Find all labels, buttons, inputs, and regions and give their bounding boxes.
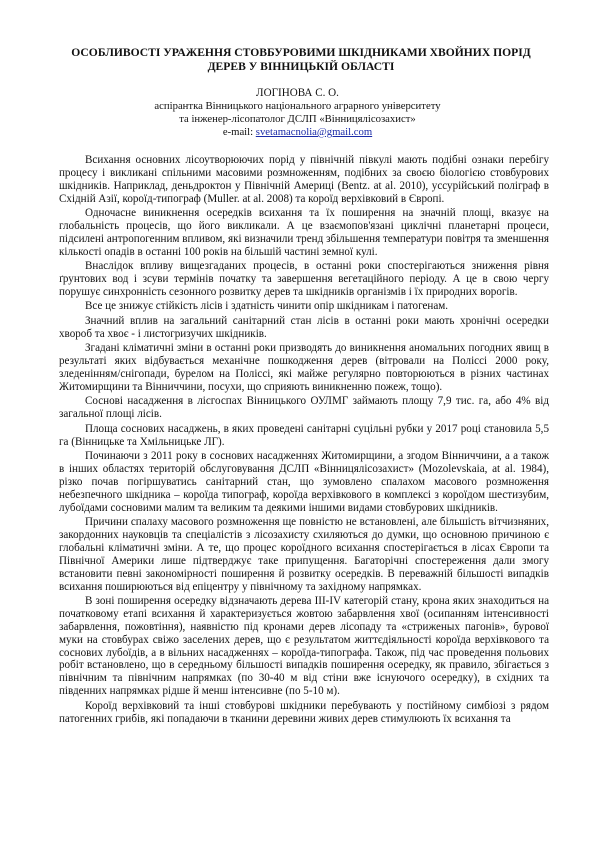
body-paragraph: Згадані кліматичні зміни в останні роки призводять до виникнення аномальних погодних явищ в результаті яких відбувається механічне пошкодження дерев (вітровали на Поліссі 2000 року, зледенінням/снігопади, бурелом на Поліссі, які майже регулярно повторюються в різних частинах Житомирщини та Вінниччини, посухи, що сприяють виникненню пожеж, тощо). xyxy=(59,342,549,393)
body-paragraph: Починаючи з 2011 року в соснових насадженнях Житомирщини, а згодом Вінниччини, а а також в інших областях територій обслуговування ДСЛП «Вінницялісозахист» (Mozolevskaia, at al. 1984), різко почав погіршуватись санітарний стан, що зумовлено спалахом масового розмноження небезпечного шкідника – короїда типограф, короїда верхівкового в комплексі з короїдом шестизубим, лубоїдами сосновими малим та великим та деякими іншими видами стовбурових шкідників. xyxy=(59,449,549,514)
body-paragraph: Значний вплив на загальний санітарний стан лісів в останні роки мають хронічні осередки хвороб та хвоє - і листогризучих шкідників. xyxy=(59,314,549,340)
article-title: ОСОБЛИВОСТІ УРАЖЕННЯ СТОВБУРОВИМИ ШКІДНИКАМИ ХВОЙНИХ ПОРІД ДЕРЕВ У ВІННИЦЬКІЙ ОБЛАСТІ xyxy=(71,46,531,73)
email-line xyxy=(0,126,595,139)
body-paragraph: В зоні поширення осередку відзначають дерева ІІІ-ІV категорій стану, крона яких знаходиться на початковому етапі всихання й характеризується жовтою забарвлення хвої (осипанням інтенсивності забарвлення, пожовтіння), наявністю під кронами дерев лісопаду та «стриженых пагонів», бурової муки на стовбурах свіжо заселених дерев, що є результатом життєдіяльності короїда верхівкового та соснових лубоїдів, а в вільних насадженнях – короїда-типографа. Також, під час проведення польових робіт встановлено, що в середньому більшості випадків поширення осередку, як правило, збігається з північним та північним напрямках (по 30-40 м від стіни вже існуючого осередку), в східних та південних напрямках рідше й менш інтенсивне (по 5-10 м). xyxy=(59,594,549,698)
body-paragraph: Короїд верхівковий та інші стовбурові шкідники перебувають у постійному симбіозі з рядом патогенних грибів, які попадаючи в тканини деревини живих дерев стимулюють їх всихання та xyxy=(59,699,549,725)
author-affiliation xyxy=(0,100,595,125)
body-paragraph: Всихання основних лісоутворюючих порід у північній півкулі мають подібні ознаки перебігу процесу і викликані спільними масовими розмноженням, подібних за своєю біологією стовбурових шкідників. Наприклад, деньдроктон у Північній Америці (Bentz. at al. 2010), уссурійський поліграф в Східній Азії, короїд-типограф (Muller. at al. 2008) та короїд верхівковий в Європі. xyxy=(59,154,549,205)
email-link[interactable]: svetamacnolia@gmail.com xyxy=(255,126,373,138)
body-paragraph: Все це знижує стійкість лісів і здатність чинити опір шкідникам і патогенам. xyxy=(85,300,449,313)
body-paragraph: Внаслідок впливу вищезгаданих процесів, в останні роки спостерігаються зниження рівня ґрунтових вод і зсуви термінів початку та завершення вегетаційного періоду. А це в свою чергу порушує синхронність сезонного розвитку дерев та шкідників організмів і їх природних ворогів. xyxy=(59,260,549,299)
body-paragraph: Причини спалаху масового розмноження ще повністю не встановлені, але більшість вітчизняних, закордонних науковців та спеціалістів з лісозахисту схиляються до думки, що основною причиною є глобальні кліматичні зміни. А те, що процес короїдного всихання спостерігається в лісах Європи та Північної Америки лише підтверджує таке припущення. Багаторічні спостереження дали змогу встановити певні закономірності поширення й розвитку осередків. В переважній більшості випадків всихання поширюються від епіцентру у північному та західному напрямках. xyxy=(59,515,549,593)
affiliation-line: аспірантка Вінницького національного аграрного університету xyxy=(154,100,441,112)
article-body xyxy=(59,154,549,727)
affiliation-line: та інженер-лісопатолог ДСЛП «Вінницялісозахист» xyxy=(179,112,416,125)
author-name: ЛОГІНОВА С. О. xyxy=(256,87,339,99)
email-label: e-mail: xyxy=(222,126,254,138)
body-paragraph: Одночасне виникнення осередків всихання та їх поширення на значній площі, вказує на глобальність процесів, що його викликали. А це взаємопов'язані циклічні планетарні процеси, підсилені антропогенним впливом, які визначили тренд збільшення температури повітря та зменшення кількості опадів в останні 100 років на більшій частині земної кулі. xyxy=(59,207,549,258)
body-paragraph: Соснові насадження в лісгоспах Вінницького ОУЛМГ займають площу 7,9 тис. га, або 4% від загальної площі лісів. xyxy=(59,395,549,421)
body-paragraph: Площа соснових насаджень, в яких проведені санітарні суцільні рубки у 2017 році становила 5,5 га (Вінницьке та Хмільницьке ЛГ). xyxy=(59,422,549,448)
